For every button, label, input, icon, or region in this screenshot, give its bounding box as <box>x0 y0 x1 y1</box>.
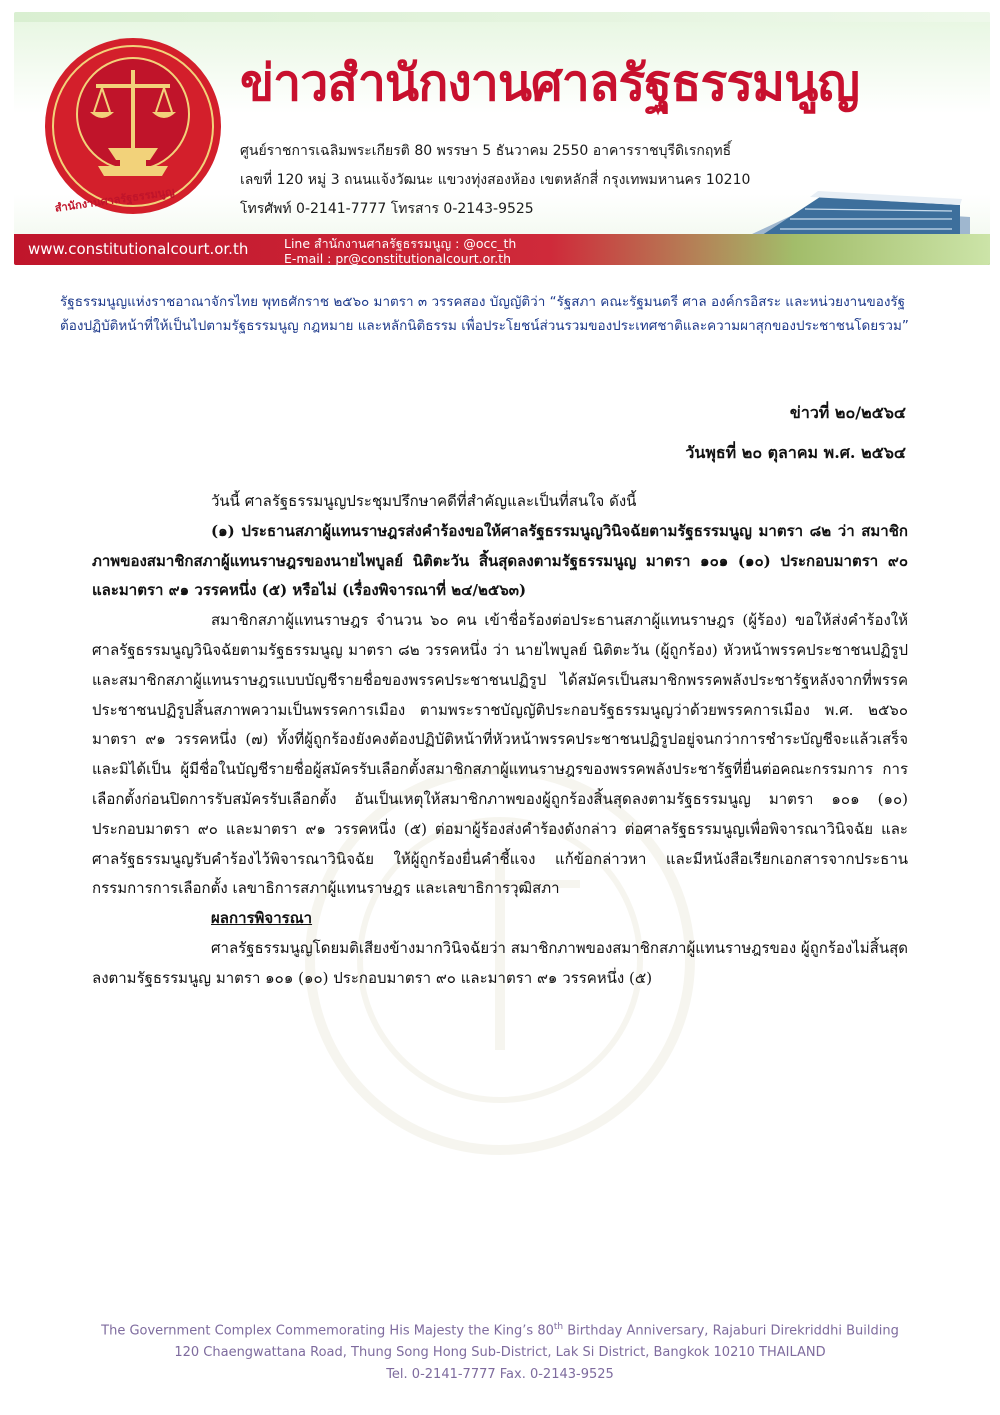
logo-caption: สำนักงานศาลรัฐธรรมนูญ <box>53 185 176 215</box>
footer-line-1b: Birthday Anniversary, Rajaburi Direkriddhi Building <box>563 1323 899 1339</box>
news-body <box>92 487 908 994</box>
page-title: ข่าวสำนักงานศาลรัฐธรรมนูญ <box>240 53 859 112</box>
line-contact: Line สำนักงานศาลรัฐธรรมนูญ : @occ_th <box>284 236 517 251</box>
news-number: ข่าวที่ ๒๐/๒๕๖๔ <box>789 403 906 422</box>
result-heading: ผลการพิจารณา <box>211 909 313 928</box>
case-title: (๑) ประธานสภาผู้แทนราษฎรส่งคำร้องขอให้ศาลรัฐธรรมนูญวินิจฉัยตามรัฐธรรมนูญ มาตรา ๘๒ ว่า สมาชิกภาพของสมาชิกสภาผู้แทนราษฎรของนายไพบูลย์ นิติตะวัน สิ้นสุดลงตามรัฐธรรมนูญ มาตรา ๑๐๑ (๑๐) ประกอบมาตรา ๙๐ และมาตรา ๙๑ วรรคหนึ่ง (๕) หรือไม่ (เรื่องพิจารณาที่ ๒๔/๒๕๖๓) <box>92 521 908 600</box>
mandate-line-1: รัฐธรรมนูญแห่งราชอาณาจักรไทย พุทธศักราช ๒๕๖๐ มาตรา ๓ วรรคสอง บัญญัติว่า “รัฐสภา คณะรัฐมนตรี ศาล องค์กรอิสระ และหน่วยงานของรัฐ <box>60 294 906 310</box>
result-text: ศาลรัฐธรรมนูญโดยมติเสียงข้างมากวินิจฉัยว่า สมาชิกภาพของสมาชิกสภาผู้แทนราษฎรของ ผู้ถูกร้องไม่สิ้นสุดลงตามรัฐธรรมนูญ มาตรา ๑๐๑ (๑๐) ประกอบมาตรา ๙๐ และมาตรา ๙๑ วรรคหนึ่ง (๕) <box>92 938 908 987</box>
banner-top-strip <box>14 12 990 22</box>
footer-line-1 <box>0 1322 1000 1338</box>
address-line-3: โทรศัพท์ 0-2141-7777 โทรสาร 0-2143-9525 <box>240 201 534 217</box>
email-contact[interactable]: E-mail : pr@constitutionalcourt.or.th <box>284 251 512 265</box>
constitution-mandate <box>60 290 950 338</box>
address-line-2: เลขที่ 120 หมู่ 3 ถนนแจ้งวัฒนะ แขวงทุ่งสองห้อง เขตหลักสี่ กรุงเทพมหานคร 10210 <box>240 172 751 188</box>
letterhead-banner <box>14 12 990 265</box>
news-date: วันพุธที่ ๒๐ ตุลาคม พ.ศ. ๒๕๖๔ <box>685 443 906 462</box>
mandate-line-2: ต้องปฏิบัติหน้าที่ให้เป็นไปตามรัฐธรรมนูญ กฎหมาย และหลักนิติธรรม เพื่อประโยชน์ส่วนรวมของประเทศชาติและความผาสุกของประชาชนโดยรวม” <box>60 318 909 334</box>
case-facts: สมาชิกสภาผู้แทนราษฎร จำนวน ๖๐ คน เข้าชื่อร้องต่อประธานสภาผู้แทนราษฎร (ผู้ร้อง) ขอให้ส่งคำร้องให้ศาลรัฐธรรมนูญวินิจฉัยตามรัฐธรรมนูญ มาตรา ๘๒ วรรคหนึ่ง ว่า นายไพบูลย์ นิติตะวัน (ผู้ถูกร้อง) หัวหน้าพรรคประชาชนปฏิรูปและสมาชิกสภาผู้แทนราษฎรแบบบัญชีรายชื่อของพรรคประชาชนปฏิรูป ได้สมัครเป็นสมาชิกพรรคพลังประชารัฐหลังจากที่พรรคประชาชนปฏิรูปสิ้นสภาพความเป็นพรรคการเมือง ตามพระราชบัญญัติประกอบรัฐธรรมนูญว่าด้วยพรรคการเมือง พ.ศ. ๒๕๖๐ มาตรา ๙๑ วรรคหนึ่ง (๗) ทั้งที่ผู้ถูกร้องยังคงต้องปฏิบัติหน้าที่หัวหน้าพรรคประชาชนปฏิรูปอยู่จนกว่าการชำระบัญชีจะแล้วเสร็จ และมิได้เป็น ผู้มีชื่อในบัญชีรายชื่อผู้สมัครรับเลือกตั้งสมาชิกสภาผู้แทนราษฎรของพรรคพลังประชารัฐที่ยื่นต่อคณะกรรมการ การเลือกตั้งก่อนปิดการรับสมัครรับเลือกตั้ง อันเป็นเหตุให้สมาชิกภาพของผู้ถูกร้องสิ้นสุดลงตามรัฐธรรมนูญ มาตรา ๑๐๑ (๑๐) ประกอบมาตรา ๙๐ และมาตรา ๙๑ วรรคหนึ่ง (๕) ต่อมาผู้ร้องส่งคำร้องดังกล่าว ต่อศาลรัฐธรรมนูญเพื่อพิจารณาวินิจฉัย และศาลรัฐธรรมนูญรับคำร้องไว้พิจารณาวินิจฉัย ให้ผู้ถูกร้องยื่นคำชี้แจง แก้ข้อกล่าวหา และมีหนังสือเรียกเอกสารจากประธานกรรมการการเลือกตั้ง เลขาธิการสภาผู้แทนราษฎร และเลขาธิการวุฒิสภา <box>92 611 908 898</box>
footer-line-3: Tel. 0-2141-7777 Fax. 0-2143-9525 <box>386 1367 614 1382</box>
contact-info <box>284 236 516 265</box>
footer-superscript: th <box>553 1322 564 1332</box>
intro-paragraph: วันนี้ ศาลรัฐธรรมนูญประชุมปรึกษาคดีที่สำคัญและเป็นที่สนใจ ดังนี้ <box>211 492 637 510</box>
footer-line-1a: The Government Complex Commemorating His Majesty the King’s 80 <box>101 1323 554 1339</box>
website-link[interactable]: www.constitutionalcourt.or.th <box>28 240 249 258</box>
footer-line-2: 120 Chaengwattana Road, Thung Song Hong Sub-District, Lak Si District, Bangkok 10210 THAILAND <box>174 1345 826 1360</box>
address-line-1: ศูนย์ราชการเฉลิมพระเกียรติ 80 พรรษา 5 ธันวาคม 2550 อาคารราชบุรีดิเรกฤทธิ์ <box>240 143 732 159</box>
news-meta <box>685 393 906 473</box>
